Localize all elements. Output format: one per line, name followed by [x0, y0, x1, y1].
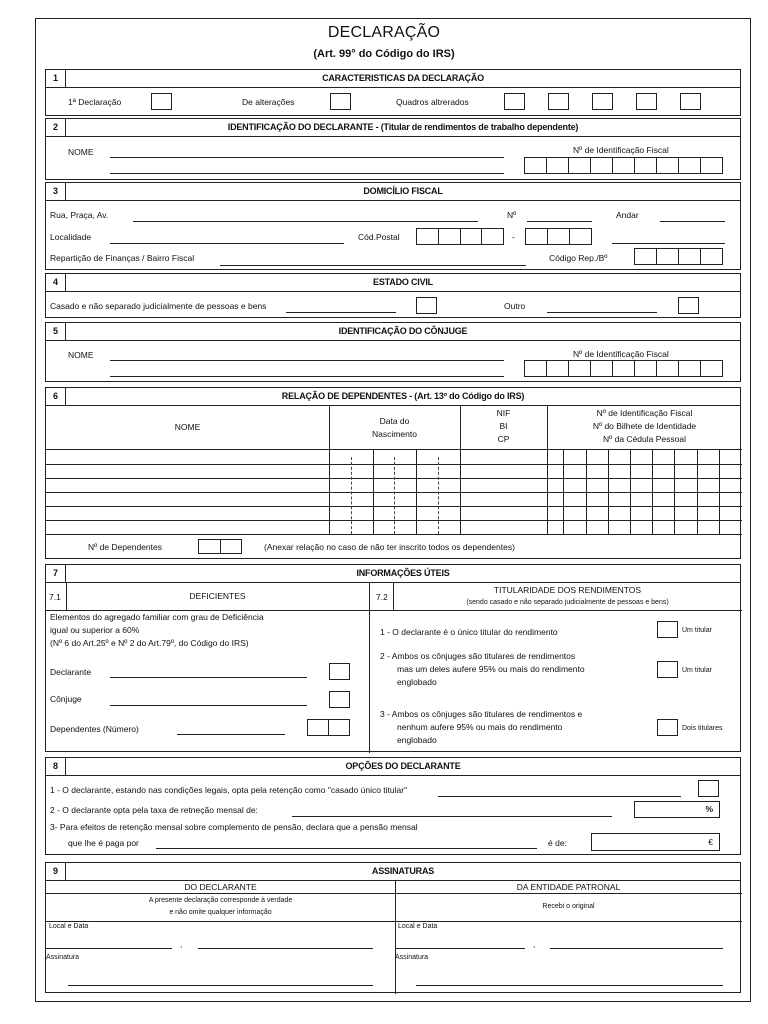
employer-date-input[interactable] [550, 948, 723, 949]
section-title: ASSINATURAS [371, 866, 435, 876]
disability-declarant-label: Declarante [50, 667, 92, 677]
income-option-1-tag: Um titular [682, 627, 712, 634]
retention-option-1: 1 - O declarante, estando nas condições legais, opta pela retenção como "casado único titular" [50, 785, 408, 795]
id-cell-divider [563, 449, 564, 534]
section-number: 1 [46, 70, 66, 87]
date-tick-year [438, 457, 439, 534]
declarant-statement-2: e não omite qualquer informação [169, 909, 272, 916]
number-label: Nº [507, 210, 517, 220]
dependents-count-cells[interactable] [198, 539, 242, 554]
locality-label: Localidade [50, 232, 92, 242]
spouse-nif-cells[interactable] [524, 360, 723, 377]
section-8-header [46, 758, 740, 776]
page-subtitle: (Art. 99° do Código do IRS) [313, 48, 455, 60]
section-6 [45, 387, 741, 559]
disability-desc-2: igual ou superior a 60% [50, 625, 140, 635]
signature-text-divider [46, 921, 742, 922]
date-tick-day [351, 457, 352, 534]
col-divider [329, 406, 330, 534]
section-title: DOMICÍLIO FISCAL [363, 186, 443, 196]
other-checkbox[interactable] [678, 297, 699, 314]
col-doc-header-3: CP [497, 434, 510, 444]
col-name-header: NOME [174, 422, 201, 432]
section-2 [45, 118, 741, 180]
changed-table-checkbox-2[interactable] [548, 93, 569, 110]
col-birth-header-2: Nascimento [372, 429, 417, 439]
disability-dependents-label: Dependentes (Número) [50, 724, 139, 734]
col-id-header-3: Nº da Cédula Pessoal [603, 434, 686, 444]
postal-code-label: Cód.Postal [358, 232, 400, 242]
disability-declarant-checkbox[interactable] [329, 663, 350, 680]
first-declaration-checkbox[interactable] [151, 93, 172, 110]
declarant-signature-input[interactable] [68, 985, 373, 986]
signature-subheader-divider [46, 893, 742, 894]
changed-tables-label: Quadros altrerados [396, 97, 469, 107]
section-3-header [46, 183, 740, 201]
locality-input[interactable] [110, 243, 344, 244]
subsection-72-num: 7.2 [376, 592, 388, 602]
name-label: NOME [68, 147, 94, 157]
income-option-3-checkbox[interactable] [657, 719, 678, 736]
declarant-place-input[interactable] [46, 948, 172, 949]
id-cell-divider [674, 449, 675, 534]
col-id-header-2: Nº do Bilhete de Identidade [592, 421, 697, 431]
other-label: Outro [504, 301, 526, 311]
spouse-nif-label: Nº de Identificação Fiscal [573, 349, 669, 359]
page-title: DECLARAÇÃO [327, 24, 441, 41]
subsection-divider [46, 610, 742, 611]
col-divider [460, 406, 461, 534]
section-number: 7 [46, 565, 66, 582]
id-cell-divider [630, 449, 631, 534]
finance-office-input[interactable] [220, 265, 526, 266]
section-title: IDENTIFICAÇÃO DO CÔNJUGE [338, 326, 468, 336]
floor-input[interactable] [660, 221, 725, 222]
alterations-label: De alterações [242, 97, 295, 107]
section-title: IDENTIFICAÇÃO DO DECLARANTE - (Titular de rendimentos de trabalho dependente) [227, 122, 579, 132]
postal-code-suffix-cells[interactable] [525, 228, 592, 245]
section-7-header [46, 565, 740, 583]
date-tick-month [394, 457, 395, 534]
section-5 [45, 322, 741, 382]
income-option-3-line-2: nenhum aufere 95% ou mais do rendimento [397, 722, 563, 732]
declarant-date-input[interactable] [198, 948, 373, 949]
date-col-divider [373, 449, 374, 534]
rep-code-label: Código Rep./Bº [549, 253, 608, 263]
dependents-count-label: Nº de Dependentes [88, 542, 162, 552]
id-cell-divider [719, 449, 720, 534]
col-doc-header-1: NIF [496, 408, 511, 418]
other-input[interactable] [547, 312, 657, 313]
income-option-1-checkbox[interactable] [657, 621, 678, 638]
section-number: 9 [46, 863, 66, 880]
pension-is-label: é de: [548, 838, 567, 848]
pension-payer-input[interactable] [156, 848, 537, 849]
section-number: 8 [46, 758, 66, 775]
retention-option-2: 2 - O declarante opta pela taxa de retneção mensal de: [50, 805, 258, 815]
section-number: 3 [46, 183, 66, 200]
married-input[interactable] [286, 312, 396, 313]
disability-declarant-input[interactable] [110, 677, 307, 678]
signature-col-divider [395, 881, 396, 994]
employer-place-date-label: Local e Data [398, 923, 438, 930]
income-option-2-line-2: mas um deles aufere 95% ou mais do rendimento [397, 664, 585, 674]
declarant-signature-label: Assinatura [46, 954, 80, 961]
declarant-comma: , [180, 939, 183, 949]
euro-unit: € [708, 837, 713, 847]
subsection-71-title: DEFICIENTES [189, 591, 246, 601]
pension-amount-input[interactable] [591, 833, 720, 851]
income-option-2-checkbox[interactable] [657, 661, 678, 678]
table-header-divider [46, 449, 742, 450]
dependents-note: (Anexar relação no caso de não ter inscrito todos os dependentes) [264, 542, 515, 552]
employer-comma: , [533, 939, 536, 949]
disability-spouse-checkbox[interactable] [329, 691, 350, 708]
subsection-72-subtitle: (sendo casado e não separado judicialmente de pessoas e bens) [466, 599, 669, 606]
id-cell-divider [652, 449, 653, 534]
employer-signature-input[interactable] [416, 985, 723, 986]
section-1-header [46, 70, 740, 88]
income-option-3-line-1: 3 - Ambos os cônjuges são titulares de rendimentos e [380, 709, 583, 719]
postal-locality-input[interactable] [612, 243, 725, 244]
section-title: INFORMAÇÕES ÚTEIS [356, 568, 450, 578]
finance-office-label: Repartição de Finanças / Bairro Fiscal [50, 253, 195, 263]
disability-dependents-cells[interactable] [307, 719, 350, 736]
floor-label: Andar [616, 210, 639, 220]
spouse-name-label: NOME [68, 350, 94, 360]
section-7 [45, 564, 741, 752]
subsection-72-title: TITULARIDADE DOS RENDIMENTOS [493, 585, 642, 595]
changed-table-checkbox-3[interactable] [592, 93, 613, 110]
section-9-header [46, 863, 740, 881]
married-label: Casado e não separado judicialmente de pessoas e bens [50, 301, 267, 311]
name-input-line-2[interactable] [110, 173, 504, 174]
section-title: RELAÇÃO DE DEPENDENTES - (Art. 13º do Código do IRS) [281, 391, 525, 401]
section-5-header [46, 323, 740, 341]
section-title: OPÇÕES DO DECLARANTE [345, 761, 461, 771]
name-input-line-1[interactable] [110, 157, 504, 158]
date-col-divider [416, 449, 417, 534]
retention-option-2-input[interactable] [292, 816, 612, 817]
table-bottom-divider [46, 534, 742, 535]
postal-dash: - [512, 232, 515, 242]
subsection-col-divider [369, 583, 370, 753]
id-cell-divider [608, 449, 609, 534]
employer-signature-label: Assinatura [395, 954, 429, 961]
col-birth-header-1: Data do [379, 416, 410, 426]
section-1 [45, 69, 741, 116]
alterations-checkbox[interactable] [330, 93, 351, 110]
section-2-header [46, 119, 740, 137]
section-title: ESTADO CIVIL [373, 277, 433, 287]
disability-desc-3: (Nº 6 do Art.25º e Nº 2 do Art.79º, do Código do IRS) [50, 638, 249, 648]
section-number: 5 [46, 323, 66, 340]
changed-table-checkbox-1[interactable] [504, 93, 525, 110]
col-id-header-1: Nº de Identificação Fiscal [596, 408, 693, 418]
section-title: CARACTERISTICAS DA DECLARAÇÃO [322, 73, 484, 83]
col-doc-header-2: BI [499, 421, 508, 431]
section-4 [45, 273, 741, 318]
income-option-1: 1 - O declarante é o único titular do rendimento [380, 627, 558, 637]
changed-table-checkbox-4[interactable] [636, 93, 657, 110]
id-cell-divider [586, 449, 587, 534]
nif-label: Nº de Identificação Fiscal [573, 145, 669, 155]
income-option-2-line-1: 2 - Ambos os cônjuges são titulares de rendimentos [380, 651, 576, 661]
spouse-name-input-line-1[interactable] [110, 360, 504, 361]
section-number: 6 [46, 388, 66, 405]
changed-table-checkbox-5[interactable] [680, 93, 701, 110]
retention-option-3-line-1: 3- Para efeitos de retenção mensal sobre complemento de pensão, declara que a pensão mensal [50, 822, 418, 832]
retention-rate-input[interactable] [634, 801, 720, 818]
declarant-signature-title: DO DECLARANTE [184, 882, 257, 892]
section-number: 4 [46, 274, 66, 291]
disability-spouse-input[interactable] [110, 705, 307, 706]
employer-place-input[interactable] [395, 948, 525, 949]
employer-signature-title: DA ENTIDADE PATRONAL [516, 882, 621, 892]
number-input[interactable] [527, 221, 592, 222]
spouse-name-input-line-2[interactable] [110, 376, 504, 377]
section-number: 2 [46, 119, 66, 136]
section-9 [45, 862, 741, 993]
disability-desc-1: Elementos do agregado familiar com grau de Deficiência [50, 612, 264, 622]
first-declaration-label: 1ª Declaração [68, 97, 122, 107]
disability-dependents-input[interactable] [177, 734, 285, 735]
col-divider [547, 406, 548, 534]
retention-option-3-line-2: que lhe é paga por [68, 838, 139, 848]
percent-unit: % [705, 804, 713, 814]
married-checkbox[interactable] [416, 297, 437, 314]
id-cell-divider [697, 449, 698, 534]
declarant-statement-1: A presente declaração corresponde à verdade [148, 897, 293, 904]
income-option-2-tag: Um titular [682, 667, 712, 674]
disability-spouse-label: Cônjuge [50, 694, 82, 704]
postal-code-cells[interactable] [416, 228, 504, 245]
street-input[interactable] [133, 221, 478, 222]
retention-option-1-input[interactable] [438, 796, 681, 797]
street-label: Rua, Praça, Av. [50, 210, 109, 220]
section-3 [45, 182, 741, 270]
income-option-3-line-3: englobado [397, 735, 437, 745]
income-option-2-line-3: englobado [397, 677, 437, 687]
subsection-71-num: 7.1 [49, 592, 61, 602]
retention-option-1-checkbox[interactable] [698, 780, 719, 797]
section-6-header [46, 388, 740, 406]
section-4-header [46, 274, 740, 292]
rep-code-cells[interactable] [634, 248, 723, 265]
income-option-3-tag: Dois titulares [682, 725, 723, 732]
nif-input-cells[interactable] [524, 157, 723, 174]
section-8 [45, 757, 741, 855]
declarant-place-date-label: Local e Data [49, 923, 89, 930]
employer-statement: Recebi o original [542, 903, 595, 910]
